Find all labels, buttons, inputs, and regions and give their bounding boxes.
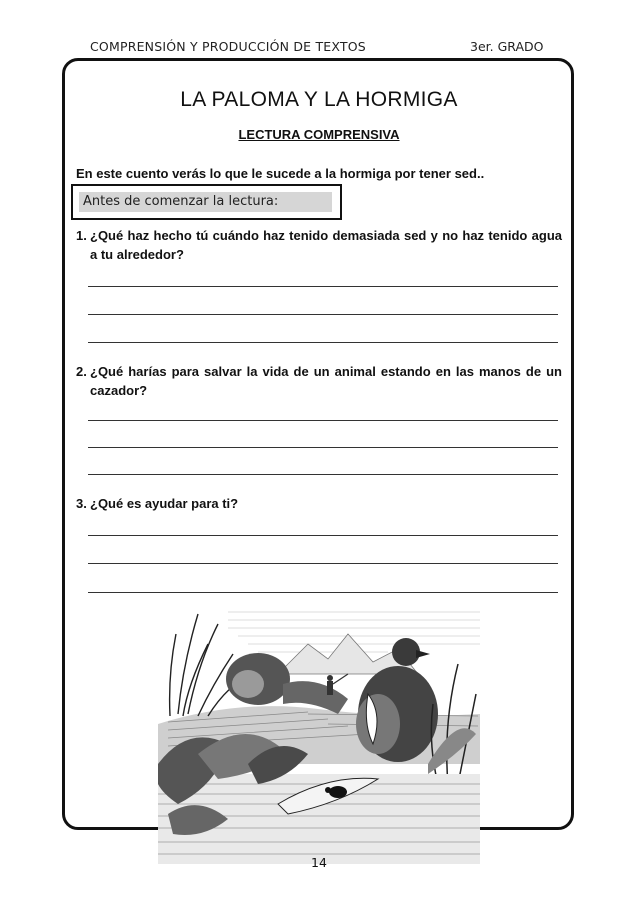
question-number: 3.: [76, 496, 87, 511]
question-text: ¿Qué harías para salvar la vida de un animal estando en las manos de un cazador?: [90, 364, 562, 398]
page-subtitle: LECTURA COMPRENSIVA: [238, 127, 400, 142]
answer-line[interactable]: [88, 286, 558, 287]
answer-line[interactable]: [88, 474, 558, 475]
question-1: [76, 226, 562, 264]
header-subject: COMPRENSIÓN Y PRODUCCIÓN DE TEXTOS: [90, 39, 366, 54]
answer-line[interactable]: [88, 592, 558, 593]
page-title: LA PALOMA Y LA HORMIGA: [180, 88, 458, 111]
question-text: ¿Qué es ayudar para ti?: [90, 496, 239, 511]
dove-and-ant-illustration: [158, 604, 480, 864]
question-3: [76, 494, 562, 513]
question-number: 1.: [76, 228, 87, 243]
header-grade: 3er. GRADO: [470, 39, 544, 54]
answer-line[interactable]: [88, 342, 558, 343]
intro-text: En este cuento verás lo que le sucede a la hormiga por tener sed..: [76, 166, 485, 181]
before-reading-box: [71, 184, 342, 220]
question-2: [76, 362, 562, 400]
answer-line[interactable]: [88, 447, 558, 448]
question-text: ¿Qué haz hecho tú cuándo haz tenido demasiada sed y no haz tenido agua a tu alrededor?: [90, 228, 562, 262]
before-reading-label: Antes de comenzar la lectura:: [79, 192, 332, 212]
question-number: 2.: [76, 364, 87, 379]
answer-line[interactable]: [88, 535, 558, 536]
answer-line[interactable]: [88, 563, 558, 564]
page-number: 14: [311, 855, 327, 870]
answer-line[interactable]: [88, 314, 558, 315]
answer-line[interactable]: [88, 420, 558, 421]
